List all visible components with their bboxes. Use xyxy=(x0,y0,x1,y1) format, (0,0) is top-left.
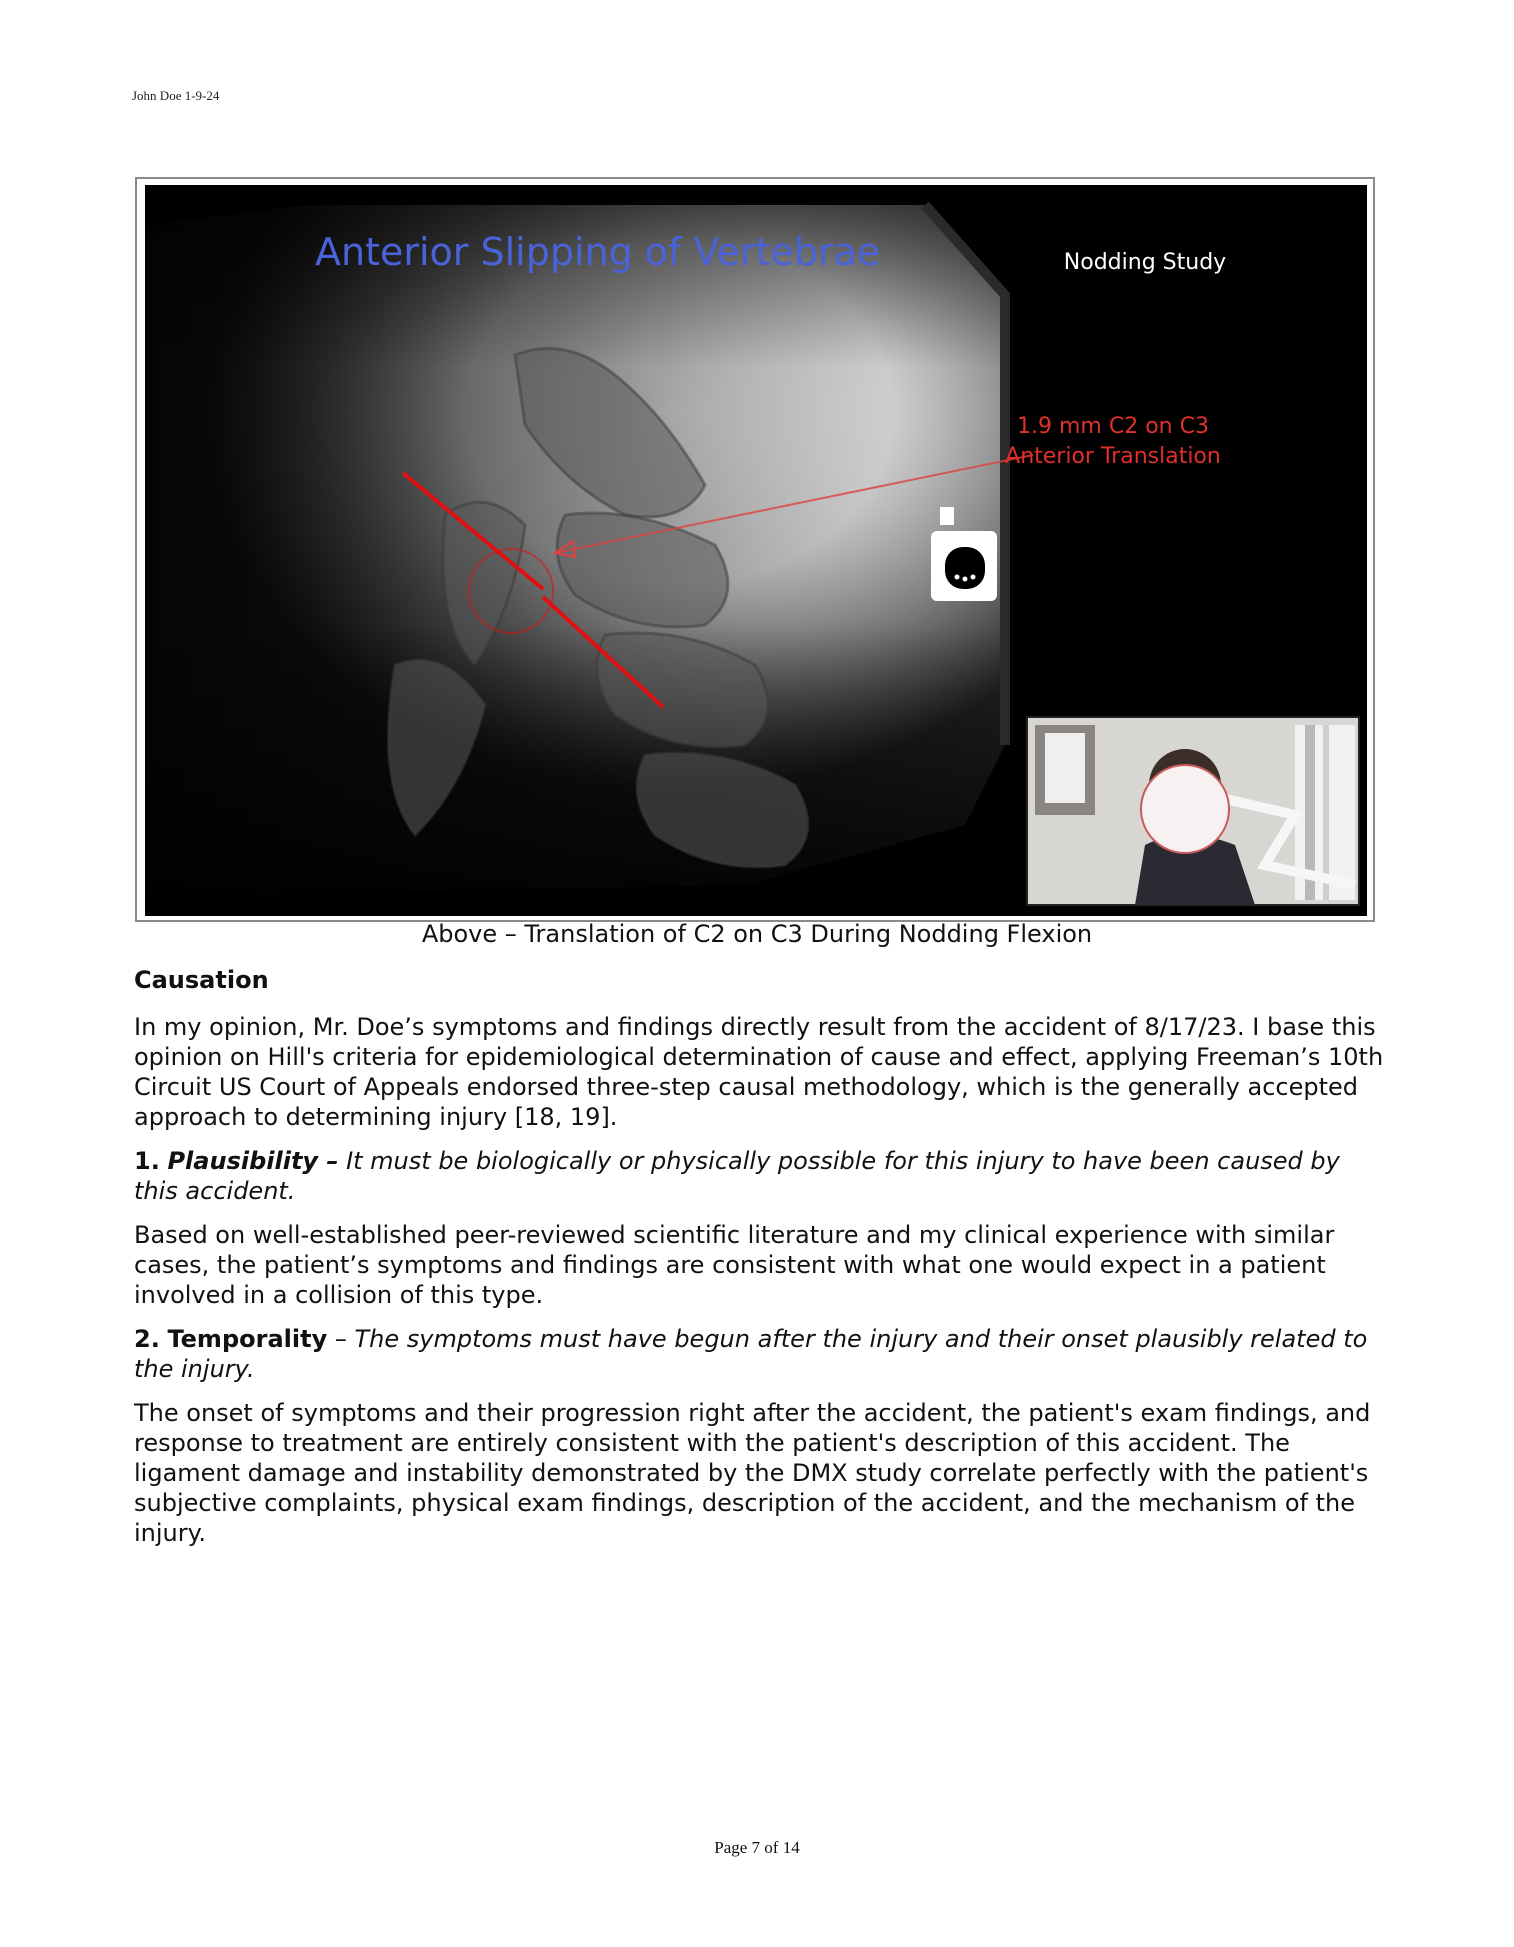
annotation-line-2: Anterior Translation xyxy=(1005,444,1221,469)
item2-definition: The symptoms must have begun after the injury and their onset plausibly related to the injury. xyxy=(134,1325,1368,1383)
page-number: Page 7 of 14 xyxy=(714,1838,800,1857)
item2-body: The onset of symptoms and their progression right after the accident, the patient's exam findings, and response to treatment are entirely consistent with the patient's description of this accident. The ligament damage and instability demonstrated by the DMX study correlate perfectly with the patient's subjective complaints, physical exam findings, description of the accident, and the mechanism of the injury. xyxy=(134,1399,1371,1547)
item2-label: Temporality xyxy=(167,1325,328,1353)
xray-illustration xyxy=(145,185,1367,916)
item1-label: Plausibility – xyxy=(167,1147,339,1175)
section-heading: Causation xyxy=(134,966,269,994)
figure-title: Anterior Slipping of Vertebrae xyxy=(315,230,881,274)
document-header: John Doe 1-9-24 xyxy=(132,88,220,103)
patient-inset-photo xyxy=(1027,717,1359,905)
figure-frame xyxy=(135,177,1375,922)
annotation-line-1: 1.9 mm C2 on C3 xyxy=(1017,414,1209,439)
item2-dash: – xyxy=(327,1325,355,1353)
item1-number: 1. xyxy=(134,1147,160,1175)
intro-paragraph: In my opinion, Mr. Doe’s symptoms and findings directly result from the accident of 8/17/23. I base this opinion on Hill's criteria for epidemiological determination of cause and effect, applying Freeman’s 10th Circuit US Court of Appeals endorsed three-step causal methodology, which is the generally accepted approach to determining injury [18, 19]. xyxy=(134,1013,1384,1131)
item1-heading xyxy=(134,1146,1384,1206)
item1-definition: It must be biologically or physically possible for this injury to have been caused by this accident. xyxy=(134,1147,1340,1205)
item2-heading xyxy=(134,1324,1384,1384)
xray-image xyxy=(145,185,1367,916)
item2-number: 2. xyxy=(134,1325,160,1353)
item1-body: Based on well-established peer-reviewed scientific literature and my clinical experience with similar cases, the patient’s symptoms and findings are consistent with what one would expect in a patient involved in a collision of this type. xyxy=(134,1221,1335,1309)
study-label: Nodding Study xyxy=(1063,250,1227,275)
figure-caption: Above – Translation of C2 on C3 During Nodding Flexion xyxy=(421,920,1093,948)
